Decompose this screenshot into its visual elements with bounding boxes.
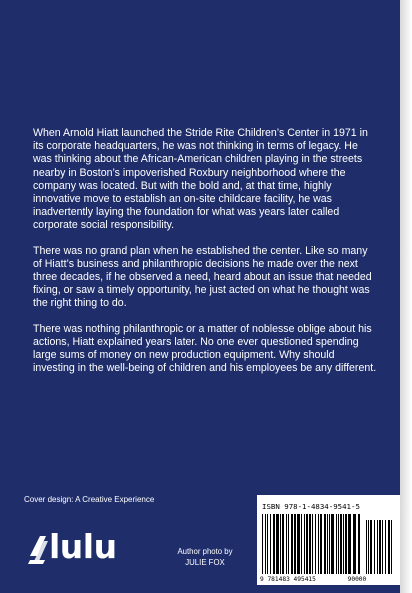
blurb-paragraph-1: When Arnold Hiatt launched the Stride Rite Children’s Center in 1971 in its corporate headquarters, he was not thinking in terms of legacy. He was thinking about the African-American children playing in the streets nearby in Boston’s impoverished Roxbury neighborhood where the company was located. But with the bold and, at that time, highly innovative move to establish an on-site childcare facility, he was inadvertently laying the foundation for what was years later called corporate social responsibility. (33, 127, 368, 232)
lulu-logo: lulu (49, 527, 117, 566)
author-photo-name: JULIE FOX (185, 558, 225, 567)
blurb-paragraph-3: There was nothing philanthropic or a matter of noblesse oblige about his actions, Hiatt explained years later. No one ever questioned spending large sums of money on new production equipment. Why should investing in the well-being of children and his employees be any different. (33, 322, 377, 375)
barcode-addon-digits: 90000 (347, 576, 367, 583)
isbn-barcode (257, 495, 400, 585)
page-edge (400, 0, 412, 593)
book-blurb (33, 127, 378, 387)
barcode-bars (262, 514, 396, 574)
author-photo-credit (165, 546, 245, 568)
cover-design-credit: Cover design: A Creative Experience (24, 495, 155, 504)
barcode-digits (260, 576, 366, 583)
blurb-paragraph-2: There was no grand plan when he established the center. Like so many of Hiatt’s business and philanthropic decisions he made over the next three decades, if he observed a need, heard about an issue that needed fixing, or saw a timely opportunity, he just acted on what he thought was the right thing to do. (33, 244, 372, 310)
isbn-text: ISBN 978-1-4834-9541-5 (262, 502, 360, 511)
barcode-main-digits: 9 781483 495415 (260, 576, 316, 583)
author-photo-label: Author photo by (177, 547, 233, 556)
